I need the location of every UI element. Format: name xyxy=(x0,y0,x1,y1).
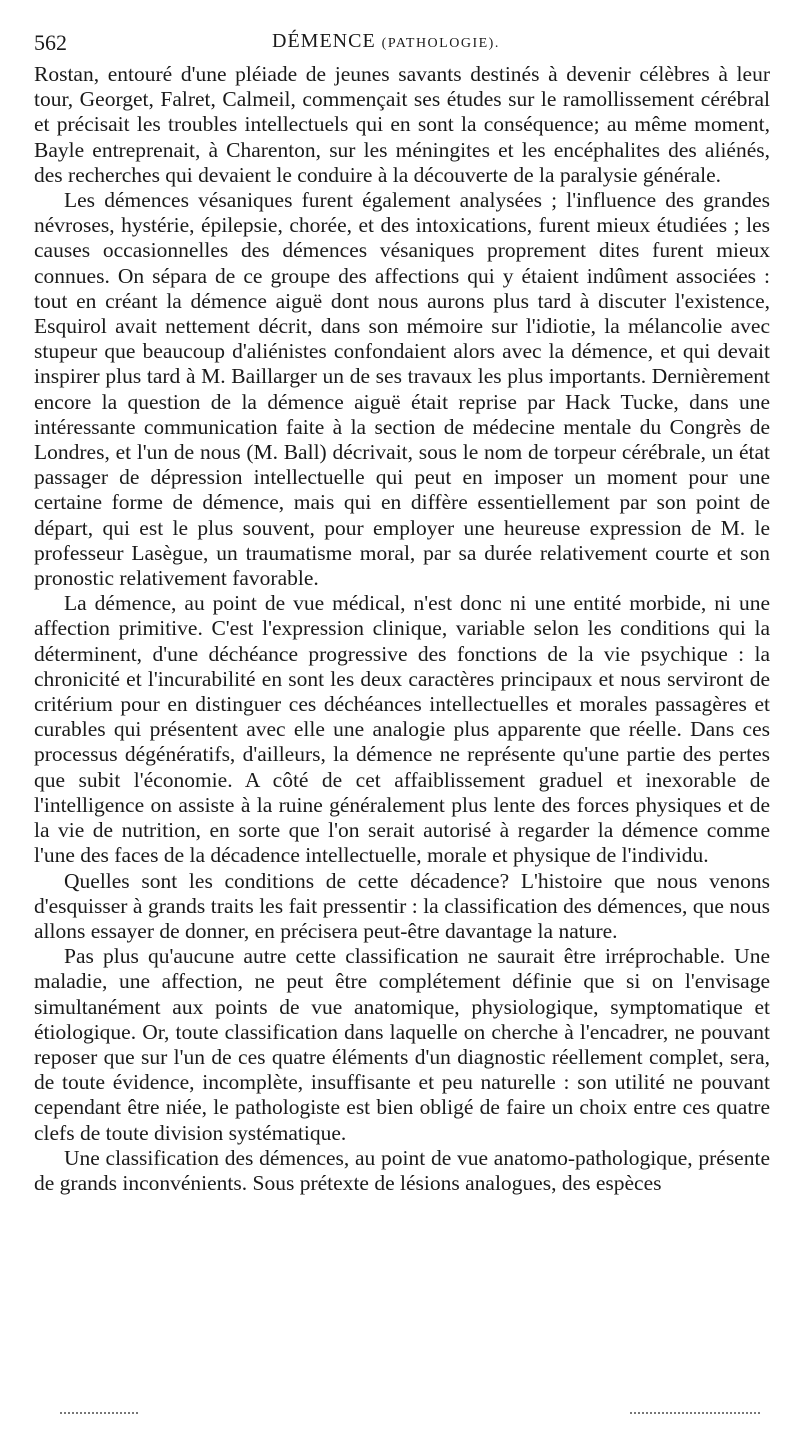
page-header xyxy=(34,30,774,60)
running-head-title: DÉMENCE xyxy=(272,30,376,52)
footer-marks xyxy=(50,1412,760,1422)
footer-mark-left xyxy=(60,1412,138,1414)
paragraph: Quelles sont les conditions de cette décadence? L'histoire que nous venons d'esquisser à grands traits les fait pressentir : la classification des démences, que nous allons essayer de donner, en précisera peut-être davantage la nature. xyxy=(34,868,770,943)
page-number: 562 xyxy=(34,30,67,55)
paragraph: La démence, au point de vue médical, n'est donc ni une entité morbide, ni une affection primitive. C'est l'expression clinique, variable selon les conditions qui la déterminent, d'une déchéance progressive des fonctions de la vie psychique : la chronicité et l'incurabilité en sont les deux caractères principaux et nous serviront de critérium pour en distinguer ces déchéances intellectuelles et morales passagères et curables qui présentent avec elle une analogie plus apparente que réelle. Dans ces processus dégénératifs, d'ailleurs, la démence ne représente qu'une partie des pertes que subit l'économie. A côté de cet affaiblissement graduel et inexorable de l'intelligence on assiste à la ruine généralement plus lente des forces physiques et de la vie de nutrition, en sorte que l'on serait autorisé à regarder la démence comme l'une des faces de la décadence intellectuelle, morale et physique de l'individu. xyxy=(34,591,770,868)
running-head xyxy=(272,30,500,53)
paragraph: Rostan, entouré d'une pléiade de jeunes savants destinés à devenir célèbres à leur tour, Georget, Falret, Calmeil, commençait ses études sur le ramollissement cérébral et précisait les troubles intellectuels qui en sont la conséquence; au même moment, Bayle entreprenait, à Charenton, sur les méningites et les encéphalites des aliénés, des recherches qui devaient le conduire à la découverte de la paralysie générale. xyxy=(34,62,770,187)
paragraph: Une classification des démences, au point de vue anatomo-pathologique, présente de grands inconvénients. Sous prétexte de lésions analogues, des espèces xyxy=(34,1145,770,1195)
paragraph: Les démences vésaniques furent également analysées ; l'influence des grandes névroses, hystérie, épilepsie, chorée, et des intoxications, furent mieux étudiées ; les causes occasionnelles des démences vésaniques proprement dites furent mieux connues. On sépara de ce groupe des affections qui y étaient indûment associées : tout en créant la démence aiguë dont nous aurons plus tard à discuter l'existence, Esquirol avait nettement décrit, dans son mémoire sur l'idiotie, la mélancolie avec stupeur que beaucoup d'aliénistes confondaient alors avec la démence, et qui devait inspirer plus tard à M. Baillarger un de ses travaux les plus importants. Dernièrement encore la question de la démence aiguë était reprise par Hack Tucke, dans une intéressante communication faite à la section de médecine mentale du Congrès de Londres, et l'un de nous (M. Ball) décrivait, sous le nom de torpeur cérébrale, un état passager de dépression intellectuelle qui peut en imposer un moment pour une certaine forme de démence, mais qui en diffère essentiellement par son point de départ, qui est le plus souvent, pour employer une heureuse expression de M. le professeur Lasègue, un traumatisme moral, par sa durée relativement courte et son pronostic relativement favorable. xyxy=(34,188,770,591)
footer-mark-right xyxy=(630,1412,760,1414)
body-text xyxy=(34,62,770,1196)
running-head-subtitle: (PATHOLOGIE). xyxy=(381,36,500,51)
paragraph: Pas plus qu'aucune autre cette classification ne saurait être irréprochable. Une maladie, une affection, ne peut être complétement définie que si on l'envisage simultanément aux points de vue anatomique, physiologique, symptomatique et étiologique. Or, toute classification dans laquelle on cherche à l'encadrer, ne pouvant reposer que sur l'un de ces quatre éléments d'un diagnostic réellement complet, sera, de toute évidence, incomplète, insuffisante et peu naturelle : son utilité ne pouvant cependant être niée, le pathologiste est bien obligé de faire un choix entre ces quatre clefs de toute division systématique. xyxy=(34,944,770,1145)
